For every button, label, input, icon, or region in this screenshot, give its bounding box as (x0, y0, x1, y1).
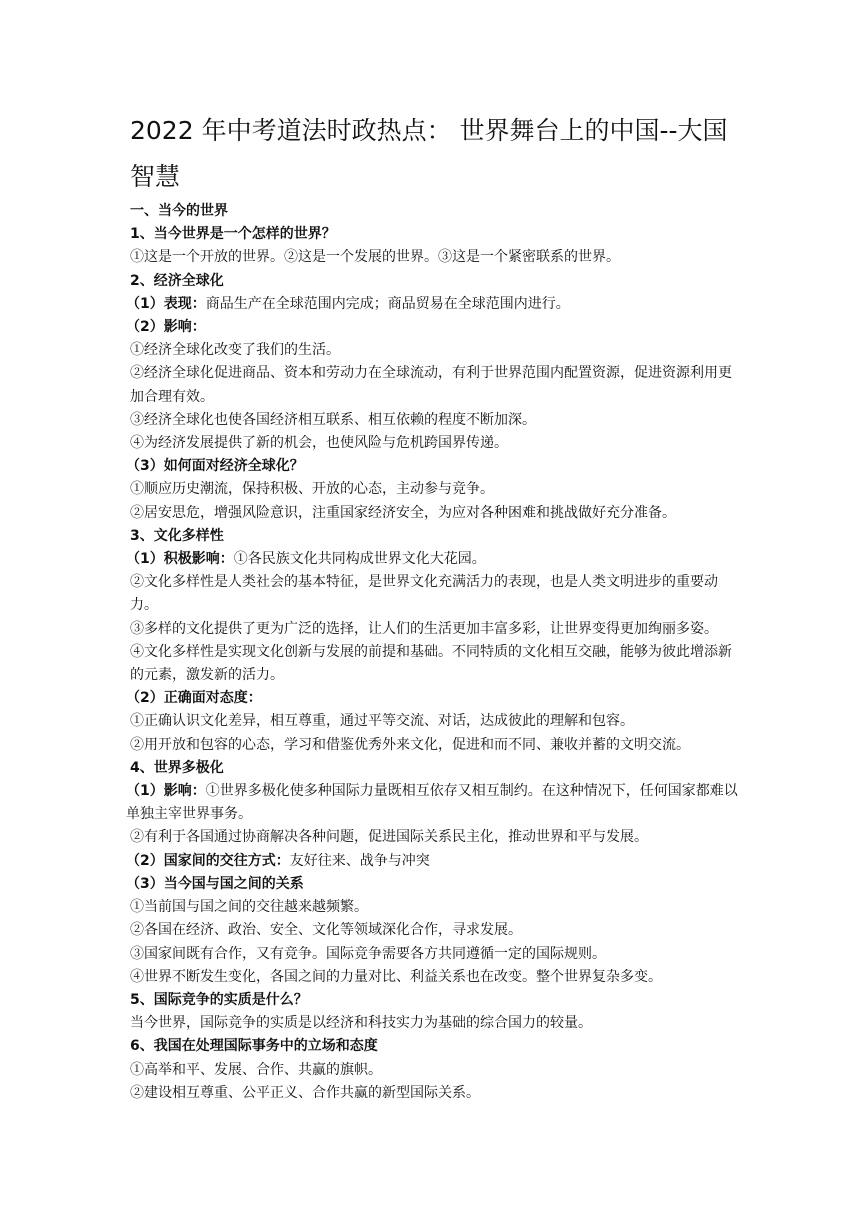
text-line (130, 1059, 740, 1082)
line-text: 一、当今的世界 (130, 203, 228, 219)
line-text: ③经济全球化也使各国经济相互联系、相互依赖的程度不断加深。 (130, 411, 536, 428)
line-text: ①这是一个开放的世界。②这是一个发展的世界。③这是一个紧密联系的世界。 (130, 249, 620, 266)
line-text: ①高举和平、发展、合作、共赢的旗帜。 (130, 1061, 382, 1078)
document-body (126, 200, 740, 1105)
line-text: 3、文化多样性 (130, 527, 224, 544)
section-heading (130, 989, 740, 1012)
text-line (130, 478, 740, 501)
text-line (130, 826, 740, 849)
line-text: 2、经济全球化 (130, 272, 224, 289)
text-line (126, 873, 740, 896)
section-heading (130, 1035, 740, 1058)
text-line (130, 571, 740, 617)
text-line (130, 339, 740, 362)
text-line (130, 409, 740, 432)
text-line (130, 641, 740, 687)
text-line (126, 316, 740, 339)
section-heading (130, 525, 740, 548)
text-line (130, 246, 740, 269)
section-heading (130, 223, 740, 246)
line-text: ④世界不断发生变化，各国之间的力量对比、利益关系也在改变。整个世界复杂多变。 (130, 968, 662, 985)
line-text: ④文化多样性是实现文化创新与发展的前提和基础。不同特质的文化相互交融，能够为彼此增添新的元素，激发新的活力。 (130, 643, 732, 684)
line-text: ②经济全球化促进商品、资本和劳动力在全球流动，有利于世界范围内配置资源，促进资源利用更加合理有效。 (130, 365, 732, 405)
text-line (130, 734, 740, 757)
text-line (130, 896, 740, 919)
line-text: 6、我国在处理国际事务中的立场和态度 (130, 1038, 378, 1055)
line-label: （3）如何面对经济全球化？ (126, 458, 304, 475)
line-text: 1、当今世界是一个怎样的世界？ (130, 226, 336, 243)
text-line (126, 455, 740, 478)
line-label: （1）影响： (126, 783, 206, 800)
section-heading (130, 270, 740, 293)
text-line (126, 850, 740, 873)
text-line (126, 687, 740, 710)
text-line (126, 548, 740, 571)
line-text: ③多样的文化提供了更为广泛的选择，让人们的生活更加丰富多彩，让世界变得更加绚丽多姿。 (130, 620, 718, 637)
line-text: 4、世界多极化 (130, 759, 224, 776)
line-text: ②用开放和包容的心态，学习和借鉴优秀外来文化，促进和而不同、兼收并蓄的文明交流。 (130, 736, 690, 753)
line-text: ②文化多样性是人类社会的基本特征，是世界文化充满活力的表现，也是人类文明进步的重要动力。 (130, 574, 718, 614)
line-text: ②有利于各国通过协商解决各种问题，促进国际关系民主化，推动世界和平与发展。 (130, 829, 648, 846)
line-text: 当今世界，国际竞争的实质是以经济和科技实力为基础的综合国力的较量。 (130, 1015, 592, 1032)
line-label: （2）影响： (126, 319, 206, 336)
line-text: 5、国际竞争的实质是什么？ (130, 991, 308, 1008)
line-text: 友好往来、战争与冲突 (289, 852, 430, 869)
document-title: 2022 年中考道法时政热点： 世界舞台上的中国--大国智慧 (130, 116, 728, 191)
text-line (126, 293, 740, 316)
text-line (126, 780, 740, 826)
line-label: （1）表现： (126, 295, 206, 312)
text-line (130, 710, 740, 733)
text-line (130, 943, 740, 966)
text-line (130, 362, 740, 408)
line-text: ①正确认识文化差异，相互尊重，通过平等交流、对话，达成彼此的理解和包容。 (130, 713, 634, 730)
text-line (130, 1082, 740, 1105)
line-label: （2）正确面对态度： (126, 690, 262, 707)
line-text: ①当前国与国之间的交往越来越频繁。 (130, 899, 368, 916)
line-text: ①经济全球化改变了我们的生活。 (130, 342, 340, 359)
section-heading (130, 200, 740, 223)
line-text: ②各国在经济、政治、安全、文化等领域深化合作，寻求发展。 (130, 922, 522, 939)
line-text: 商品生产在全球范围内完成；商品贸易在全球范围内进行。 (205, 295, 570, 312)
line-text: ①各民族文化共同构成世界文化大花园。 (233, 551, 486, 568)
section-heading (130, 757, 740, 780)
line-text: ②居安思危，增强风险意识，注重国家经济安全，为应对各种困难和挑战做好充分准备。 (130, 504, 676, 521)
text-line (130, 966, 740, 989)
line-text: ①顺应历史潮流，保持积极、开放的心态，主动参与竞争。 (130, 481, 494, 498)
text-line (130, 432, 740, 455)
text-line (130, 1012, 740, 1035)
text-line (130, 919, 740, 942)
line-label: （1）积极影响： (126, 551, 234, 568)
line-label: （3）当今国与国之间的关系 (126, 875, 304, 892)
text-line (130, 502, 740, 525)
line-text: ③国家间既有合作，又有竞争。国际竞争需要各方共同遵循一定的国际规则。 (130, 945, 606, 962)
line-text: ①世界多极化使多种国际力量既相互依存又相互制约。在这种情况下，任何国家都难以单独主宰世界事务。 (126, 783, 738, 823)
line-text: ②建设相互尊重、公平正义、合作共赢的新型国际关系。 (130, 1084, 480, 1101)
line-text: ④为经济发展提供了新的机会，也使风险与危机跨国界传递。 (130, 435, 508, 452)
line-label: （2）国家间的交往方式： (126, 852, 290, 869)
text-line (130, 618, 740, 641)
